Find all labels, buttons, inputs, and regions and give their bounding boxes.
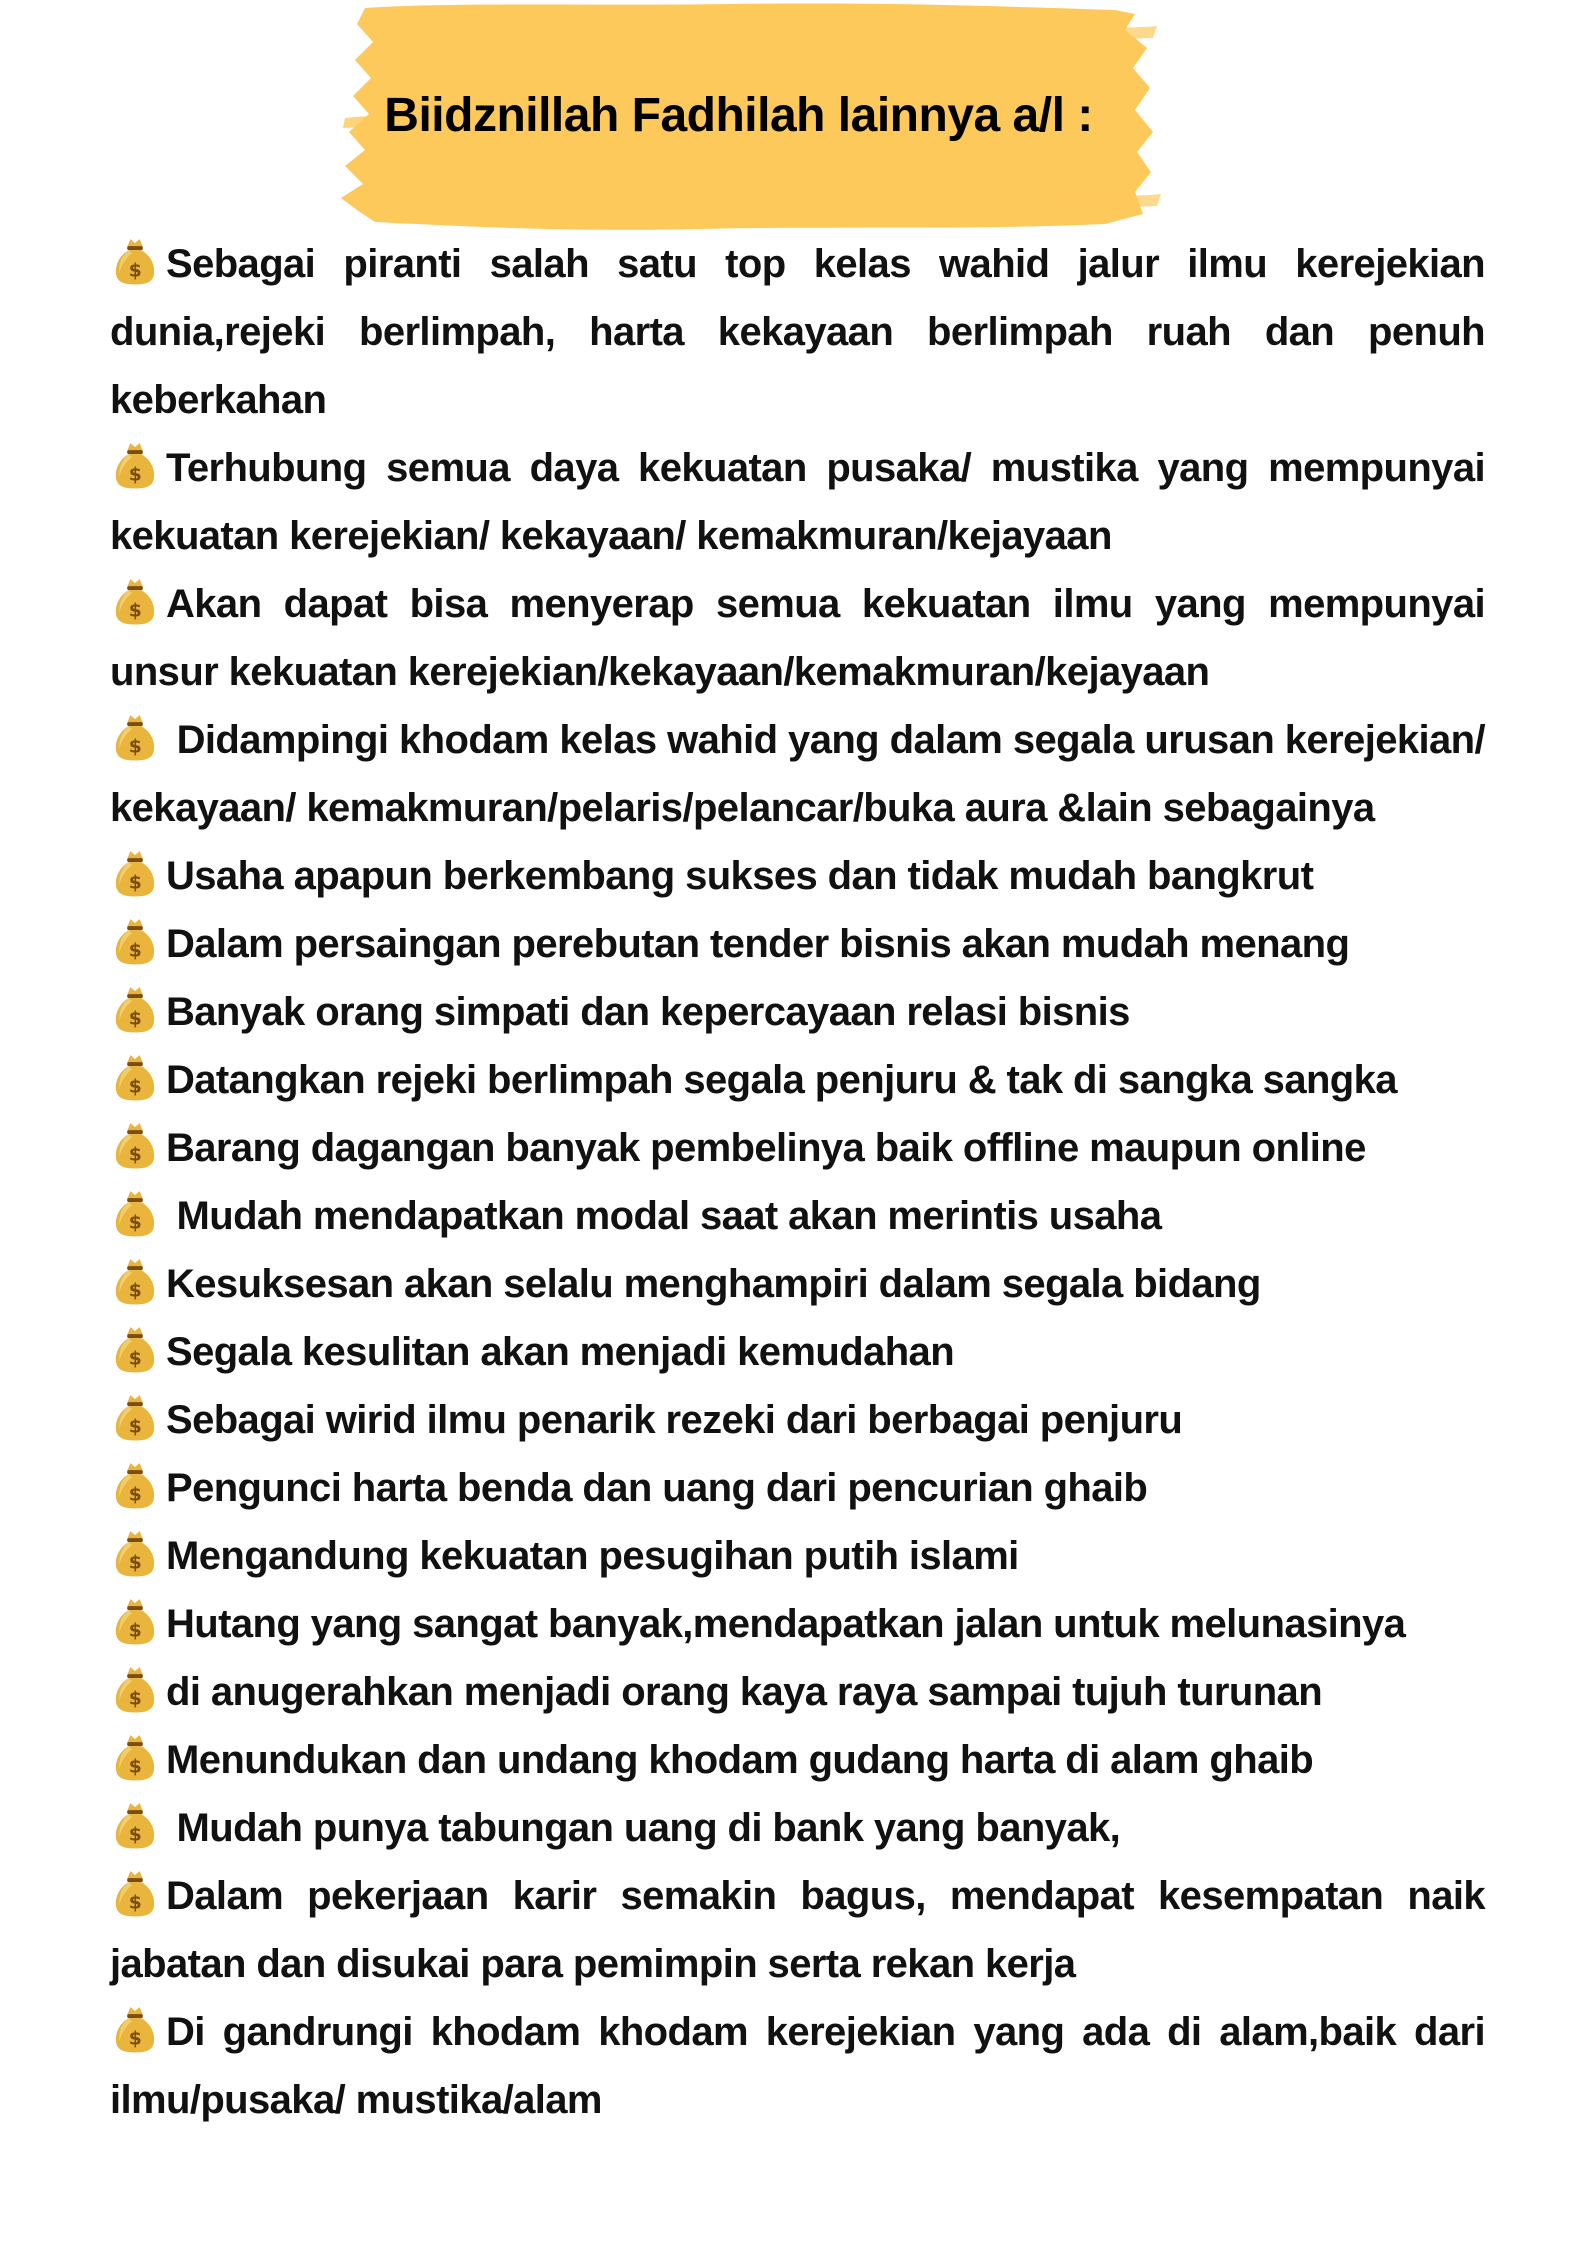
svg-text:$: $ bbox=[128, 1416, 142, 1438]
benefit-item bbox=[110, 1046, 1485, 1114]
money-bag-icon bbox=[110, 1732, 160, 1782]
benefit-text: Hutang yang sangat banyak,mendapatkan jalan untuk melunasinya bbox=[166, 1602, 1406, 1646]
benefit-item bbox=[110, 1386, 1485, 1454]
money-bag-icon bbox=[110, 1052, 160, 1102]
benefit-text: Akan dapat bisa menyerap semua kekuatan ilmu yang mempunyai unsur kekuatan kerejekian/kekayaan/kemakmuran/kejayaan bbox=[110, 582, 1485, 694]
money-bag-icon bbox=[110, 984, 160, 1034]
benefit-item bbox=[110, 1726, 1485, 1794]
benefit-text: Mudah mendapatkan modal saat akan merintis usaha bbox=[166, 1194, 1162, 1238]
benefit-text: di anugerahkan menjadi orang kaya raya sampai tujuh turunan bbox=[166, 1670, 1323, 1714]
benefit-item bbox=[110, 1250, 1485, 1318]
svg-text:$: $ bbox=[128, 260, 142, 282]
benefit-item bbox=[110, 978, 1485, 1046]
benefit-text: Sebagai piranti salah satu top kelas wahid jalur ilmu kerejekian dunia,rejeki berlimpah, harta kekayaan berlimpah ruah dan penuh keberkahan bbox=[110, 242, 1485, 422]
money-bag-icon bbox=[110, 1868, 160, 1918]
benefit-item bbox=[110, 706, 1485, 842]
page-title-text: Biidznillah Fadhilah lainnya a/l : bbox=[384, 89, 1093, 142]
benefit-item bbox=[110, 570, 1485, 706]
money-bag-icon bbox=[110, 1324, 160, 1374]
benefit-text: Banyak orang simpati dan kepercayaan relasi bisnis bbox=[166, 990, 1130, 1034]
money-bag-icon bbox=[110, 576, 160, 626]
svg-text:$: $ bbox=[128, 2028, 142, 2050]
benefit-text: Pengunci harta benda dan uang dari pencurian ghaib bbox=[166, 1466, 1148, 1510]
svg-text:$: $ bbox=[128, 464, 142, 486]
svg-text:$: $ bbox=[128, 1824, 142, 1846]
benefit-text: Didampingi khodam kelas wahid yang dalam segala urusan kerejekian/ kekayaan/ kemakmuran/pelaris/pelancar/buka aura &lain sebagainya bbox=[110, 718, 1485, 830]
money-bag-icon bbox=[110, 848, 160, 898]
benefit-item bbox=[110, 1114, 1485, 1182]
money-bag-icon bbox=[110, 1528, 160, 1578]
svg-text:$: $ bbox=[128, 1688, 142, 1710]
benefit-item bbox=[110, 1998, 1485, 2134]
page-title bbox=[0, 88, 1587, 143]
money-bag-icon bbox=[110, 440, 160, 490]
benefit-item bbox=[110, 1794, 1485, 1862]
svg-text:$: $ bbox=[128, 940, 142, 962]
benefit-text: Menundukan dan undang khodam gudang harta di alam ghaib bbox=[166, 1738, 1314, 1782]
benefit-text: Sebagai wirid ilmu penarik rezeki dari berbagai penjuru bbox=[166, 1398, 1183, 1442]
benefit-item bbox=[110, 1182, 1485, 1250]
svg-text:$: $ bbox=[128, 872, 142, 894]
benefit-text: Barang dagangan banyak pembelinya baik offline maupun online bbox=[166, 1126, 1366, 1170]
benefit-item bbox=[110, 434, 1485, 570]
money-bag-icon bbox=[110, 236, 160, 286]
benefit-item bbox=[110, 230, 1485, 434]
benefit-text: Di gandrungi khodam khodam kerejekian yang ada di alam,baik dari ilmu/pusaka/ mustika/alam bbox=[110, 2010, 1485, 2122]
benefit-item bbox=[110, 910, 1485, 978]
benefit-text: Usaha apapun berkembang sukses dan tidak mudah bangkrut bbox=[166, 854, 1314, 898]
money-bag-icon bbox=[110, 1596, 160, 1646]
money-bag-icon bbox=[110, 1392, 160, 1442]
money-bag-icon bbox=[110, 1664, 160, 1714]
benefit-text: Terhubung semua daya kekuatan pusaka/ mustika yang mempunyai kekuatan kerejekian/ kekayaan/ kemakmuran/kejayaan bbox=[110, 446, 1485, 558]
benefit-text: Kesuksesan akan selalu menghampiri dalam segala bidang bbox=[166, 1262, 1261, 1306]
benefit-item bbox=[110, 1454, 1485, 1522]
money-bag-icon bbox=[110, 712, 160, 762]
svg-text:$: $ bbox=[128, 1280, 142, 1302]
svg-text:$: $ bbox=[128, 1484, 142, 1506]
svg-text:$: $ bbox=[128, 1008, 142, 1030]
benefit-text: Dalam pekerjaan karir semakin bagus, mendapat kesempatan naik jabatan dan disukai para pemimpin serta rekan kerja bbox=[110, 1874, 1485, 1986]
benefit-item bbox=[110, 1318, 1485, 1386]
svg-text:$: $ bbox=[128, 1892, 142, 1914]
svg-text:$: $ bbox=[128, 1620, 142, 1642]
svg-text:$: $ bbox=[128, 1552, 142, 1574]
benefit-text: Mengandung kekuatan pesugihan putih islami bbox=[166, 1534, 1019, 1578]
svg-text:$: $ bbox=[128, 1076, 142, 1098]
benefits-list bbox=[110, 230, 1485, 2134]
benefit-item bbox=[110, 1658, 1485, 1726]
money-bag-icon bbox=[110, 916, 160, 966]
money-bag-icon bbox=[110, 1460, 160, 1510]
benefit-text: Segala kesulitan akan menjadi kemudahan bbox=[166, 1330, 955, 1374]
benefit-item bbox=[110, 1590, 1485, 1658]
svg-text:$: $ bbox=[128, 736, 142, 758]
benefit-text: Mudah punya tabungan uang di bank yang banyak, bbox=[166, 1806, 1121, 1850]
svg-text:$: $ bbox=[128, 1212, 142, 1234]
money-bag-icon bbox=[110, 1256, 160, 1306]
benefit-item bbox=[110, 1862, 1485, 1998]
svg-text:$: $ bbox=[128, 600, 142, 622]
money-bag-icon bbox=[110, 1800, 160, 1850]
benefit-text: Datangkan rejeki berlimpah segala penjuru & tak di sangka sangka bbox=[166, 1058, 1397, 1102]
money-bag-icon bbox=[110, 2004, 160, 2054]
benefit-item bbox=[110, 842, 1485, 910]
svg-text:$: $ bbox=[128, 1144, 142, 1166]
benefit-item bbox=[110, 1522, 1485, 1590]
money-bag-icon bbox=[110, 1120, 160, 1170]
svg-text:$: $ bbox=[128, 1348, 142, 1370]
benefit-text: Dalam persaingan perebutan tender bisnis akan mudah menang bbox=[166, 922, 1350, 966]
money-bag-icon bbox=[110, 1188, 160, 1238]
svg-text:$: $ bbox=[128, 1756, 142, 1778]
